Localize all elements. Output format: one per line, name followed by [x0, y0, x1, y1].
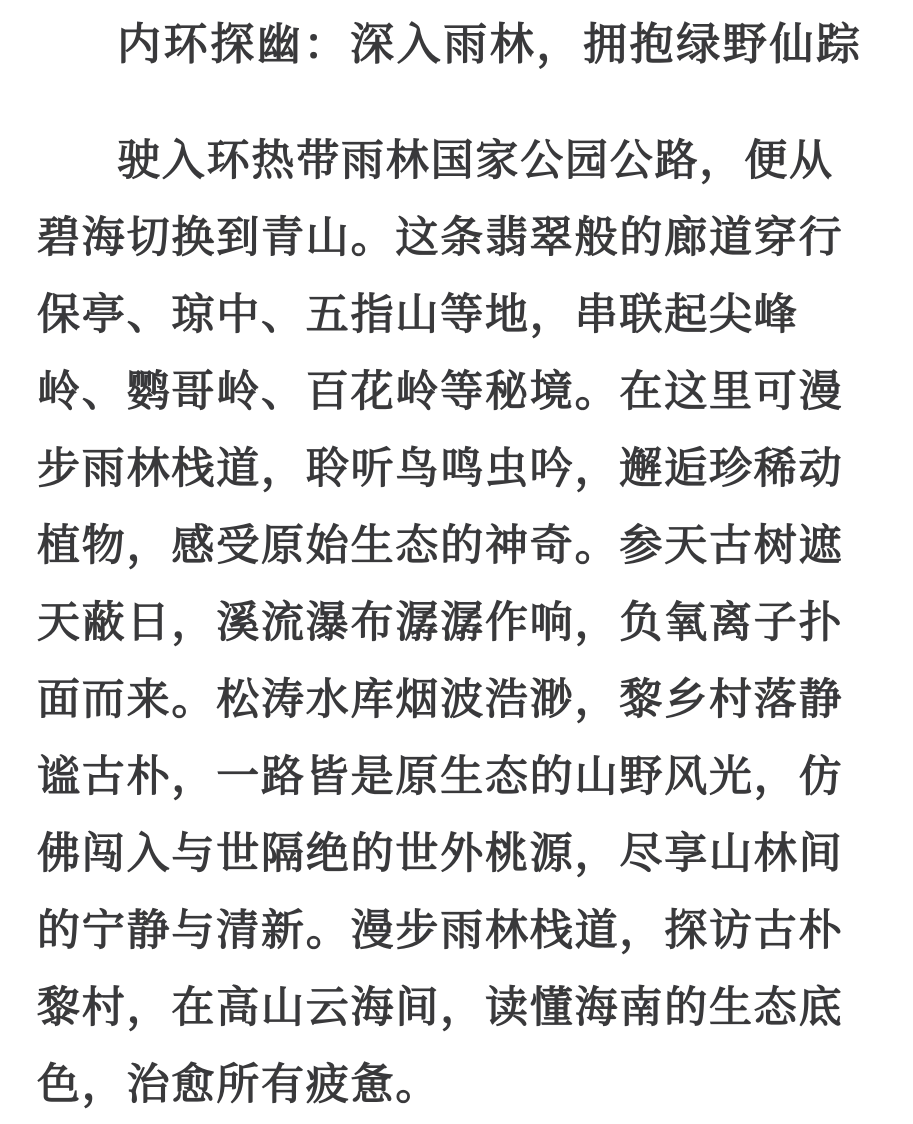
- article: [37, 6, 883, 1124]
- paragraph-line: 黎村，在高山云海间，读懂海南的生态底: [37, 984, 844, 1032]
- paragraph-line: 驶入环热带雨林国家公园公路，便从: [117, 137, 834, 185]
- paragraph-line: 的宁静与清新。漫步雨林栈道，探访古朴: [37, 907, 844, 955]
- paragraph-line: 植物，感受原始生态的神奇。参天古树遮: [37, 522, 844, 570]
- paragraph-line: 佛闯入与世隔绝的世外桃源，尽享山林间: [37, 830, 844, 878]
- paragraph-line: 步雨林栈道，聆听鸟鸣虫吟，邂逅珍稀动: [37, 445, 844, 493]
- paragraph-line: 岭、鹦哥岭、百花岭等秘境。在这里可漫: [37, 368, 844, 416]
- paragraph-line: 保亭、琼中、五指山等地，串联起尖峰: [37, 291, 799, 339]
- paragraph-line: 碧海切换到青山。这条翡翠般的廊道穿行: [37, 214, 844, 262]
- paragraph-line: 色，治愈所有疲惫。: [37, 1061, 441, 1109]
- paragraph-line: 天蔽日，溪流瀑布潺潺作响，负氧离子扑: [37, 599, 844, 647]
- page-title: 内环探幽：深入雨林，拥抱绿野仙踪: [117, 20, 863, 69]
- paragraph: [37, 123, 883, 1124]
- paragraph-line: 面而来。松涛水库烟波浩渺，黎乡村落静: [37, 676, 844, 724]
- paragraph-line: 谧古朴，一路皆是原生态的山野风光，仿: [37, 753, 844, 801]
